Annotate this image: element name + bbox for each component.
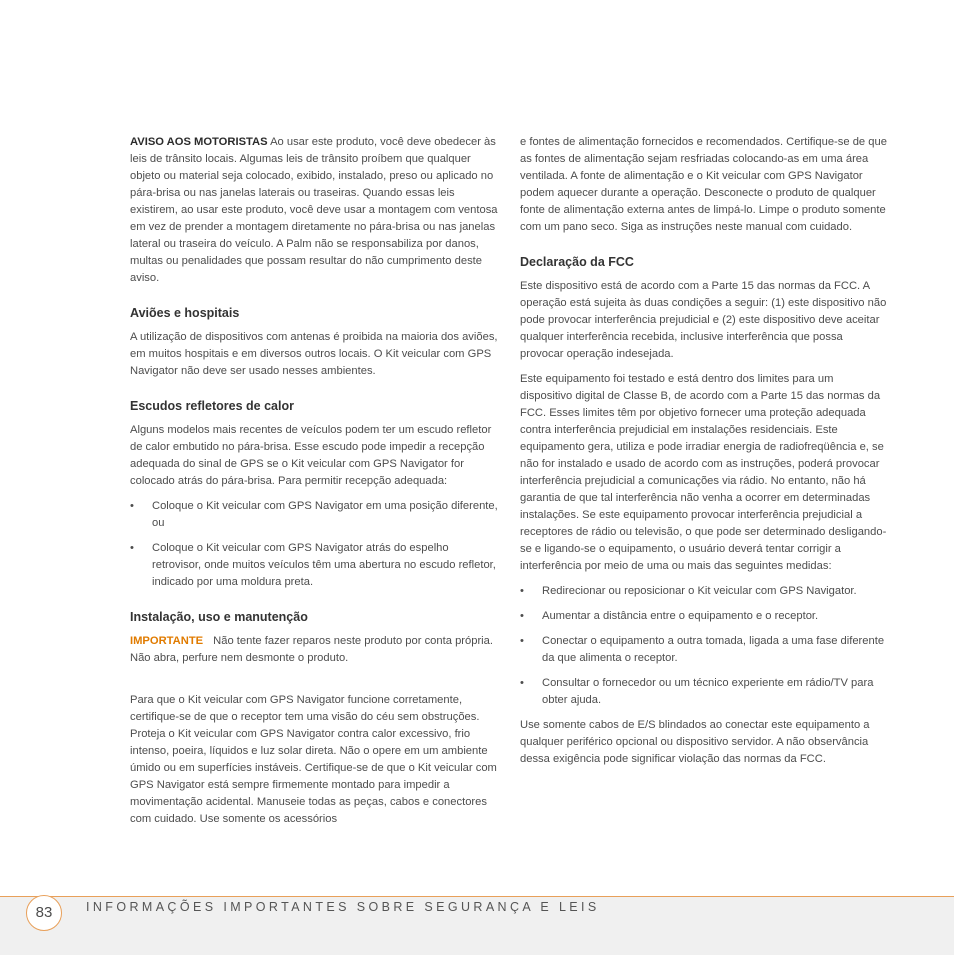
paragraph-avioes: A utilização de dispositivos com antenas é proibida na maioria dos aviões, em muitos hospitais e em diversos outros locais. O Kit veicular com GPS Navigator não deve ser usado nesses ambientes. [130, 331, 498, 377]
paragraph-fcc-2: Este equipamento foi testado e está dentro dos limites para um dispositivo digital de Classe B, de acordo com a Parte 15 das normas da FCC. Esses limites têm por objetivo fornecer uma proteção adequada contra interferência prejudicial em instalações residenciais. Este equipamento gera, utiliza e pode irradiar energia de radiofreqüência e, se não for instalado e usado de acordo com as instruções, poderá provocar interferência prejudicial a comunicações via rádio. No entanto, não há garantia de que tal interferência não venha a ocorrer em determinadas instalações. Se este equipamento provocar interferência prejudicial a receptores de rádio ou televisão, o que pode ser determinado desligando-se e ligando-se o equipamento, o usuário deverá tentar corrigir a interferência por meio de uma ou mais das seguintes medidas: [520, 373, 887, 572]
paragraph-fcc-3: Use somente cabos de E/S blindados ao conectar este equipamento a qualquer periférico opcional ou dispositivo servidor. A não observância dessa exigência pode significar violação das normas da FCC. [520, 719, 870, 765]
bullet-icon: • [520, 610, 524, 622]
list-item-text: Conectar o equipamento a outra tomada, ligada a uma fase diferente da que alimenta o receptor. [542, 635, 885, 664]
page-number: 83 [26, 895, 62, 931]
list-item [130, 498, 498, 532]
bullet-icon: • [520, 585, 524, 597]
bullet-icon: • [520, 677, 524, 689]
list-item [520, 608, 888, 625]
right-column [520, 134, 888, 776]
bullet-icon: • [520, 635, 524, 647]
list-item-text: Coloque o Kit veicular com GPS Navigator em uma posição diferente, ou [152, 500, 498, 529]
list-item-text: Redirecionar ou reposicionar o Kit veicular com GPS Navigator. [542, 585, 857, 597]
section-title: INFORMAÇÕES IMPORTANTES SOBRE SEGURANÇA E LEIS [86, 900, 600, 914]
list-item-text: Consultar o fornecedor ou um técnico experiente em rádio/TV para obter ajuda. [542, 677, 874, 706]
paragraph-escudos: Alguns modelos mais recentes de veículos podem ter um escudo refletor de calor embutido no pára-brisa. Esse escudo pode impedir a recepção adequada do sinal de GPS se o Kit veicular com GPS Navigator for colocado atrás do pára-brisa. Para permitir recepção adequada: [130, 424, 492, 487]
heading-instalacao: Instalação, uso e manutenção [130, 610, 308, 624]
heading-avioes: Aviões e hospitais [130, 306, 240, 320]
paragraph-fcc-1: Este dispositivo está de acordo com a Parte 15 das normas da FCC. A operação está sujeita às duas condições a seguir: (1) este dispositivo não pode provocar interferência prejudicial e (2) este dispositivo deve aceitar qualquer interferência recebida, inclusive interferência que possa provocar operação indesejada. [520, 280, 887, 360]
bullet-list-fcc [520, 583, 888, 709]
important-label: IMPORTANTE [130, 635, 204, 647]
paragraph-continuation: e fontes de alimentação fornecidos e recomendados. Certifique-se de que as fontes de alimentação sejam resfriadas colocando-as em uma área ventilada. A fonte de alimentação e o Kit veicular com GPS Navigator podem aquecer durante a operação. Desconecte o produto de qualquer fonte de alimentação externa antes de limpá-lo. Limpe o produto somente com um pano seco. Siga as instruções neste manual com cuidado. [520, 136, 887, 233]
list-item [520, 675, 888, 709]
aviso-lead: AVISO AOS MOTORISTAS [130, 136, 268, 148]
heading-fcc: Declaração da FCC [520, 255, 634, 269]
bullet-list-escudos [130, 498, 498, 591]
paragraph-instalacao: Para que o Kit veicular com GPS Navigator funcione corretamente, certifique-se de que o receptor tem uma visão do céu sem obstruções. Proteja o Kit veicular com GPS Navigator contra calor excessivo, frio intenso, poeira, líquidos e luz solar direta. Não o opere em um ambiente úmido ou em superfícies instáveis. Certifique-se de que o Kit veicular com GPS Navigator está sempre firmemente montado para impedir a movimentação acidental. Manuseie todas as peças, cabos e conectores com cuidado. Use somente os acessórios [130, 694, 497, 825]
list-item-text: Coloque o Kit veicular com GPS Navigator atrás do espelho retrovisor, onde muitos veículos têm uma abertura no escudo refletor, indicado por uma moldura preta. [152, 542, 496, 588]
aviso-text: Ao usar este produto, você deve obedecer às leis de trânsito locais. Algumas leis de trânsito proíbem que qualquer objeto ou material seja colocado, exibido, instalado, preso ou aplicado no pára-brisa ou nas janelas laterais ou traseiras. Quando essas leis existirem, ao usar este produto, você deve usar a montagem com ventosa em vez de prender a montagem diretamente no pára-brisa ou nas janelas lateral ou traseira do veículo. A Palm não se responsabiliza por danos, multas ou penalidades que possam resultar do não cumprimento deste aviso. [130, 136, 498, 284]
list-item [520, 633, 888, 667]
important-note [130, 633, 498, 667]
list-item-text: Aumentar a distância entre o equipamento e o receptor. [542, 610, 819, 622]
bullet-icon: • [130, 542, 134, 554]
bullet-icon: • [130, 500, 134, 512]
left-column [130, 134, 498, 836]
important-text: Não tente fazer reparos neste produto por conta própria. Não abra, perfure nem desmonte o produto. [130, 635, 493, 664]
list-item [520, 583, 888, 600]
list-item [130, 540, 498, 591]
aviso-paragraph [130, 134, 498, 287]
heading-escudos: Escudos refletores de calor [130, 399, 294, 413]
spacer [130, 675, 498, 692]
